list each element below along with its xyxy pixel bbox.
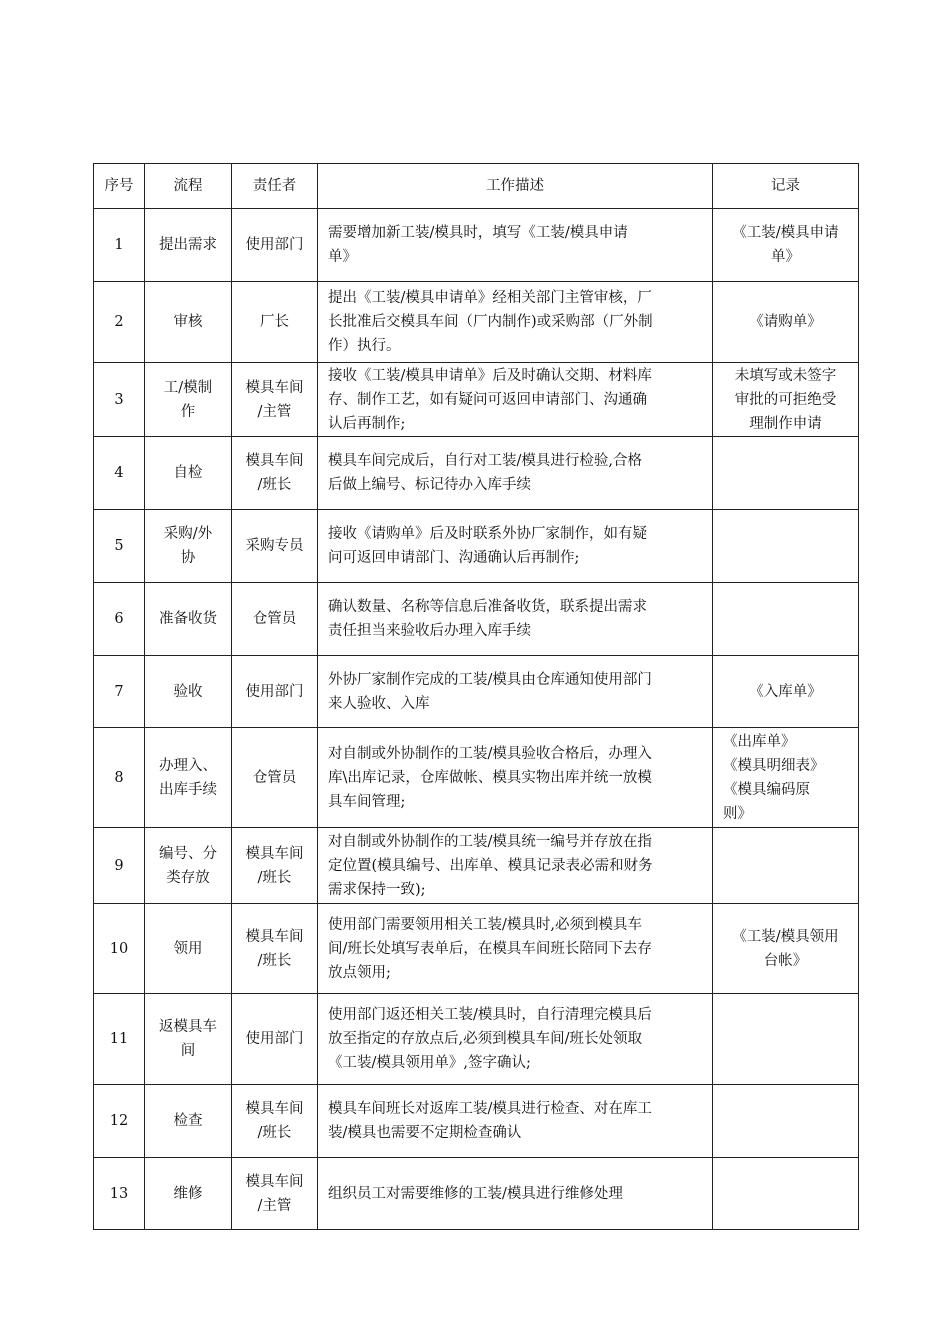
cell-no: 11 <box>94 994 145 1085</box>
cell-description <box>318 656 713 728</box>
cell-owner-line: 使用部门 <box>245 1031 304 1047</box>
cell-owner <box>232 656 318 728</box>
cell-owner-line: /主管 <box>257 1197 292 1214</box>
cell-description-line: 需要增加新工装/模具时，填写《工装/模具申请 <box>328 225 628 241</box>
cell-process-line: 准备收货 <box>159 611 217 627</box>
cell-description-line: 单》 <box>328 249 357 265</box>
table-body <box>94 209 859 1230</box>
cell-description-line: 对自制或外协制作的工装/模具统一编号并存放在指 <box>328 833 652 850</box>
cell-owner <box>232 437 318 510</box>
header-record: 记录 <box>713 164 859 209</box>
header-owner: 责任者 <box>232 164 318 209</box>
cell-description <box>318 904 713 994</box>
cell-description-line: 作）执行。 <box>328 338 401 354</box>
cell-owner <box>232 282 318 363</box>
cell-description <box>318 209 713 282</box>
cell-owner <box>232 728 318 828</box>
header-process: 流程 <box>145 164 232 209</box>
cell-description-line: 定位置(模具编号、出库单、模具记录表必需和财务 <box>328 857 653 874</box>
cell-record-line: 审批的可拒绝受 <box>734 391 837 408</box>
cell-process <box>145 828 232 904</box>
cell-record <box>713 728 859 828</box>
cell-record-line: 《工装/模具领用 <box>732 928 839 945</box>
cell-owner-line: 采购专员 <box>245 538 304 554</box>
cell-process-line: 编号、分 <box>159 845 217 862</box>
cell-no: 13 <box>94 1158 145 1230</box>
cell-record <box>713 209 859 282</box>
cell-record-line: 《入库单》 <box>749 683 822 700</box>
table-row <box>94 728 859 828</box>
cell-owner-line: 模具车间 <box>245 1173 304 1190</box>
cell-description <box>318 363 713 437</box>
cell-owner-line: 仓管员 <box>252 769 297 786</box>
cell-process-line: 审核 <box>173 314 203 330</box>
cell-owner-line: 模具车间 <box>245 379 304 396</box>
cell-no: 7 <box>94 656 145 728</box>
cell-description-line: 确认数量、名称等信息后准备收货，联系提出需求 <box>328 599 647 615</box>
cell-description-line: 需求保持一致); <box>328 881 426 898</box>
cell-process <box>145 1158 232 1230</box>
cell-description-line: 具车间管理; <box>328 793 406 810</box>
cell-owner-line: 模具车间 <box>245 453 304 469</box>
table-row <box>94 282 859 363</box>
cell-record-line: 《请购单》 <box>749 314 822 330</box>
table-row <box>94 583 859 656</box>
cell-no: 3 <box>94 363 145 437</box>
cell-description-line: 间/班长处填写表单后，在模具车间班长陪同下去存 <box>328 940 652 957</box>
cell-description-line: 《工装/模具领用单》,签字确认; <box>328 1055 531 1071</box>
cell-owner-line: 模具车间 <box>245 928 304 945</box>
cell-description <box>318 583 713 656</box>
cell-owner <box>232 209 318 282</box>
cell-description-line: 库\出库记录，仓库做帐、模具实物出库并统一放模 <box>328 769 652 786</box>
cell-process <box>145 728 232 828</box>
cell-description-line: 使用部门需要领用相关工装/模具时,必须到模具车 <box>328 916 642 933</box>
cell-owner-line: 使用部门 <box>245 237 304 253</box>
cell-record <box>713 510 859 583</box>
cell-record <box>713 656 859 728</box>
table-row <box>94 437 859 510</box>
cell-description <box>318 437 713 510</box>
cell-owner-line: /班长 <box>257 869 292 886</box>
cell-process-line: 协 <box>180 550 196 566</box>
cell-description <box>318 282 713 363</box>
cell-no: 2 <box>94 282 145 363</box>
cell-record <box>713 282 859 363</box>
cell-owner <box>232 828 318 904</box>
cell-owner-line: 使用部门 <box>245 683 304 700</box>
table-row <box>94 904 859 994</box>
cell-process <box>145 994 232 1085</box>
cell-record-line: 《模具编码原 <box>723 781 810 798</box>
cell-process <box>145 1085 232 1158</box>
cell-process <box>145 437 232 510</box>
cell-process <box>145 656 232 728</box>
cell-no: 1 <box>94 209 145 282</box>
cell-owner-line: /班长 <box>257 477 292 493</box>
cell-owner <box>232 1158 318 1230</box>
cell-record-line: 《工装/模具申请 <box>732 225 839 241</box>
cell-record <box>713 994 859 1085</box>
cell-record <box>713 437 859 510</box>
process-table <box>93 163 859 1230</box>
cell-record <box>713 1158 859 1230</box>
table-row <box>94 1158 859 1230</box>
cell-process-line: 领用 <box>173 940 203 957</box>
cell-owner-line: /班长 <box>257 952 292 969</box>
cell-process <box>145 282 232 363</box>
cell-process-line: 作 <box>180 403 196 420</box>
cell-no: 8 <box>94 728 145 828</box>
cell-no: 10 <box>94 904 145 994</box>
cell-description-line: 放点领用; <box>328 964 391 981</box>
cell-process <box>145 209 232 282</box>
cell-description-line: 外协厂家制作完成的工装/模具由仓库通知使用部门 <box>328 671 652 688</box>
cell-description-line: 提出《工装/模具申请单》经相关部门主管审核，厂 <box>328 290 652 306</box>
cell-record-line: 《出库单》 <box>723 733 796 750</box>
cell-record-line: 单》 <box>771 249 800 265</box>
cell-process <box>145 363 232 437</box>
cell-description-line: 接收《请购单》后及时联系外协厂家制作，如有疑 <box>328 526 647 542</box>
cell-no: 6 <box>94 583 145 656</box>
table-row <box>94 510 859 583</box>
cell-process-line: 类存放 <box>166 869 210 886</box>
table-row <box>94 363 859 437</box>
table-row <box>94 209 859 282</box>
cell-owner-line: /主管 <box>257 403 292 420</box>
cell-owner <box>232 1085 318 1158</box>
cell-record-line: 《模具明细表》 <box>723 757 825 774</box>
cell-process <box>145 904 232 994</box>
cell-owner <box>232 583 318 656</box>
cell-record <box>713 904 859 994</box>
cell-record-line: 台帐》 <box>763 952 808 969</box>
cell-owner-line: 仓管员 <box>252 611 297 627</box>
cell-owner <box>232 510 318 583</box>
cell-process-line: 工/模制 <box>163 379 213 396</box>
cell-description-line: 模具车间班长对返库工装/模具进行检查、对在库工 <box>328 1101 652 1117</box>
cell-description-line: 问可返回申请部门、沟通确认后再制作; <box>328 550 580 566</box>
cell-record-line: 未填写或未签字 <box>734 367 837 384</box>
table-row <box>94 828 859 904</box>
cell-owner-line: 模具车间 <box>245 1101 304 1117</box>
cell-owner <box>232 904 318 994</box>
cell-process-line: 提出需求 <box>159 237 217 253</box>
cell-no: 9 <box>94 828 145 904</box>
cell-description-line: 组织员工对需要维修的工装/模具进行维修处理 <box>328 1185 623 1202</box>
cell-record <box>713 1085 859 1158</box>
cell-description-line: 放至指定的存放点后,必须到模具车间/班长处领取 <box>328 1031 642 1047</box>
cell-owner <box>232 363 318 437</box>
cell-description-line: 责任担当来验收后办理入库手续 <box>328 623 531 639</box>
cell-description <box>318 828 713 904</box>
cell-record <box>713 583 859 656</box>
cell-process <box>145 583 232 656</box>
cell-description-line: 模具车间完成后，自行对工装/模具进行检验,合格 <box>328 453 642 469</box>
cell-record-line: 理制作申请 <box>749 415 822 432</box>
cell-owner-line: 厂长 <box>260 314 289 330</box>
header-description: 工作描述 <box>318 164 713 209</box>
cell-description-line: 来人验收、入库 <box>328 695 430 712</box>
cell-process-line: 出库手续 <box>159 781 217 798</box>
cell-description <box>318 1158 713 1230</box>
cell-record <box>713 828 859 904</box>
cell-record <box>713 363 859 437</box>
cell-process-line: 间 <box>180 1043 196 1059</box>
cell-no: 5 <box>94 510 145 583</box>
cell-description <box>318 728 713 828</box>
cell-description-line: 长批准后交模具车间（厂内制作)或采购部（厂外制 <box>328 314 653 330</box>
header-no: 序号 <box>94 164 145 209</box>
cell-description <box>318 1085 713 1158</box>
cell-description-line: 对自制或外协制作的工装/模具验收合格后，办理入 <box>328 745 652 762</box>
cell-process-line: 维修 <box>173 1185 203 1202</box>
cell-process <box>145 510 232 583</box>
table-header-row <box>94 164 859 209</box>
cell-process-line: 自检 <box>173 465 203 481</box>
cell-description <box>318 994 713 1085</box>
cell-description-line: 认后再制作; <box>328 415 406 432</box>
cell-process-line: 返模具车 <box>159 1019 217 1035</box>
cell-no: 4 <box>94 437 145 510</box>
table-row <box>94 656 859 728</box>
cell-description <box>318 510 713 583</box>
cell-description-line: 存、制作工艺，如有疑问可返回申请部门、沟通确 <box>328 391 647 408</box>
cell-description-line: 后做上编号、标记待办入库手续 <box>328 477 531 493</box>
cell-record-line: 则》 <box>723 805 752 822</box>
cell-process-line: 检查 <box>173 1113 203 1129</box>
cell-description-line: 装/模具也需要不定期检查确认 <box>328 1125 522 1141</box>
cell-owner-line: /班长 <box>257 1125 292 1141</box>
cell-description-line: 使用部门返还相关工装/模具时，自行清理完模具后 <box>328 1007 652 1023</box>
cell-owner-line: 模具车间 <box>245 845 304 862</box>
cell-description-line: 接收《工装/模具申请单》后及时确认交期、材料库 <box>328 367 652 384</box>
table-row <box>94 994 859 1085</box>
cell-process-line: 验收 <box>173 683 203 700</box>
cell-no: 12 <box>94 1085 145 1158</box>
cell-process-line: 采购/外 <box>163 526 213 542</box>
cell-process-line: 办理入、 <box>159 757 217 774</box>
cell-owner <box>232 994 318 1085</box>
table-row <box>94 1085 859 1158</box>
